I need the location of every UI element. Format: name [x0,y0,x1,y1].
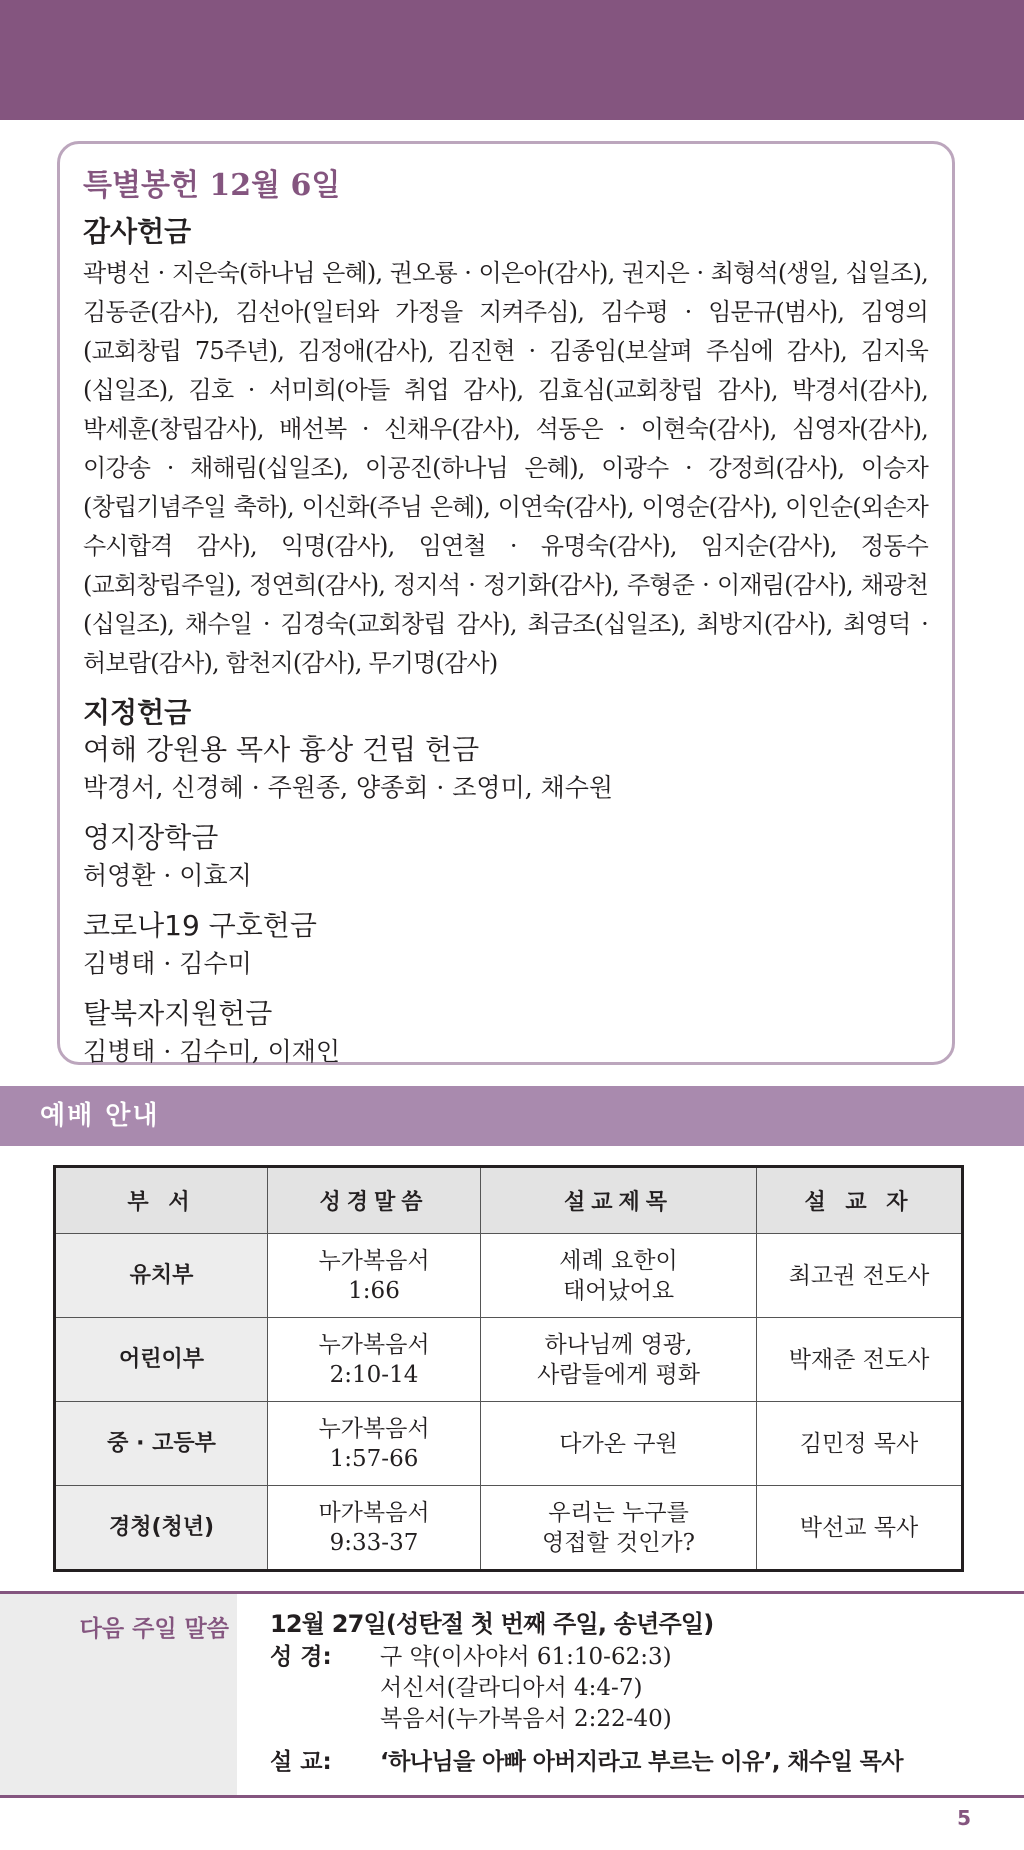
scripture-cell [268,1234,481,1318]
scripture-row [270,1673,1010,1704]
preacher-cell: 최고권 전도사 [757,1234,963,1318]
offering-title: 특별봉헌 12월 6일 [83,168,341,203]
table-row [55,1486,963,1571]
column-header-dept: 부 서 [55,1167,268,1234]
sermon-title: ‘하나님을 아빠 아버지라고 부르는 이유’, 채수일 목사 [380,1749,903,1775]
table-row [55,1234,963,1318]
scripture-label: 성 경: [270,1644,332,1670]
designated-offering-heading: 지정헌금 [83,696,192,729]
next-sunday-section [0,1591,1024,1798]
sermon-line: 하나님께 영광, [544,1331,693,1358]
sermon-cell [481,1486,757,1571]
sermon-line: 영접할 것인가? [542,1529,695,1556]
thanks-offering-heading: 감사헌금 [83,215,192,248]
scripture-book: 누가복음서 [318,1247,430,1274]
designated-item-names: 김병태 · 김수미, 이재인 [83,1037,341,1066]
worship-guide-band [0,1086,1024,1146]
next-sunday-date: 12월 27일(성탄절 첫 번째 주일, 송년주일) [270,1610,714,1638]
column-header-scripture: 성경말씀 [268,1167,481,1234]
dept-cell: 어린이부 [55,1318,268,1402]
sermon-line: 우리는 누구를 [548,1499,689,1526]
thanks-offering-list: 곽병선 · 지은숙(하나님 은혜), 권오룡 · 이은아(감사), 권지은 · 최형석(생일, 십일조), 김동준(감사), 김선아(일터와 가정을 지켜주심), 김수평 · 임문규(범사), 김영의(교회창립 75주년), 김정애(감사), 김진현 · 김종임(보살펴 주심에 감사), 김지욱(십일조), 김호 · 서미희(아들 취업 감사), 김효심(교회창립 감사), 박경서(감사), 박세훈(창립감사), 배선복 · 신채우(감사), 석동은 · 이현숙(감사), 심영자(감사), 이강송 · 채해림(십일조), 이공진(하나님 은혜), 이광수 · 강정희(감사), 이승자(창립기념주일 축하), 이신화(주님 은혜), 이연숙(감사), 이영순(감사), 이인순(외손자 수시합격 감사), 익명(감사), 임연철 · 유명숙(감사), 임지순(감사), 정동수(교회창립주일), 정연희(감사), 정지석 · 정기화(감사), 주형준 · 이재림(감사), 채광천(십일조), 채수일 · 김경숙(교회창립 감사), 최금조(십일조), 최방지(감사), 최영덕 · 허보람(감사), 함천지(감사), 무기명(감사) [83,259,928,677]
scripture-book: 누가복음서 [318,1331,430,1358]
scripture-row [270,1642,1010,1673]
designated-item-names: 김병태 · 김수미 [83,949,252,978]
special-offering-box [57,141,955,1065]
scripture-cell [268,1402,481,1486]
designated-item [83,907,928,983]
scripture-line: 복음서(누가복음서 2:22-40) [380,1706,672,1732]
scripture-book: 누가복음서 [318,1415,430,1442]
table-header-row [55,1167,963,1234]
scripture-book: 마가복음서 [318,1499,430,1526]
sermon-cell [481,1318,757,1402]
preacher-cell: 박선교 목사 [757,1486,963,1571]
dept-cell: 중 · 고등부 [55,1402,268,1486]
designated-item-title: 여해 강원용 목사 흉상 건립 헌금 [83,733,480,766]
worship-guide-title: 예배 안내 [40,1101,160,1131]
sermon-line: 다가온 구원 [559,1430,678,1457]
next-sunday-label-column [0,1594,237,1795]
preacher-cell: 김민정 목사 [757,1402,963,1486]
column-header-sermon-title: 설교제목 [481,1167,757,1234]
sermon-label: 설 교: [270,1749,332,1775]
sermon-cell [481,1234,757,1318]
designated-item-names: 박경서, 신경혜 · 주원종, 양종회 · 조영미, 채수원 [83,773,614,802]
scripture-line: 서신서(갈라디아서 4:4-7) [380,1675,643,1701]
page-number: 5 [957,1806,971,1830]
column-header-preacher: 설 교 자 [757,1167,963,1234]
designated-item-title: 영지장학금 [83,821,219,854]
designated-item [83,995,928,1071]
sermon-cell [481,1402,757,1486]
scripture-verse: 2:10-14 [329,1361,419,1388]
top-banner [0,0,1024,120]
scripture-verse: 1:57-66 [329,1445,419,1472]
preacher-cell: 박재준 전도사 [757,1318,963,1402]
designated-item-title: 탈북자지원헌금 [83,997,273,1030]
dept-cell: 경청(청년) [55,1486,268,1571]
sermon-line: 세례 요한이 [559,1247,678,1274]
worship-schedule-table [53,1165,964,1572]
next-sunday-content [270,1606,1010,1778]
designated-item [83,731,928,807]
scripture-line: 구 약(이사야서 61:10-62:3) [380,1644,672,1670]
sermon-line: 사람들에게 평화 [537,1361,700,1388]
scripture-cell [268,1318,481,1402]
scripture-verse: 1:66 [348,1277,400,1304]
scripture-row [270,1704,1010,1735]
designated-item-title: 코로나19 구호헌금 [83,909,317,942]
table-row [55,1318,963,1402]
designated-item-names: 허영환 · 이효지 [83,861,252,890]
dept-cell: 유치부 [55,1234,268,1318]
sermon-row [270,1747,1010,1778]
scripture-verse: 9:33-37 [329,1529,419,1556]
table-row [55,1402,963,1486]
scripture-cell [268,1486,481,1571]
sermon-line: 태어났어요 [562,1277,675,1304]
next-sunday-label: 다음 주일 말씀 [79,1616,229,1642]
designated-item [83,819,928,895]
